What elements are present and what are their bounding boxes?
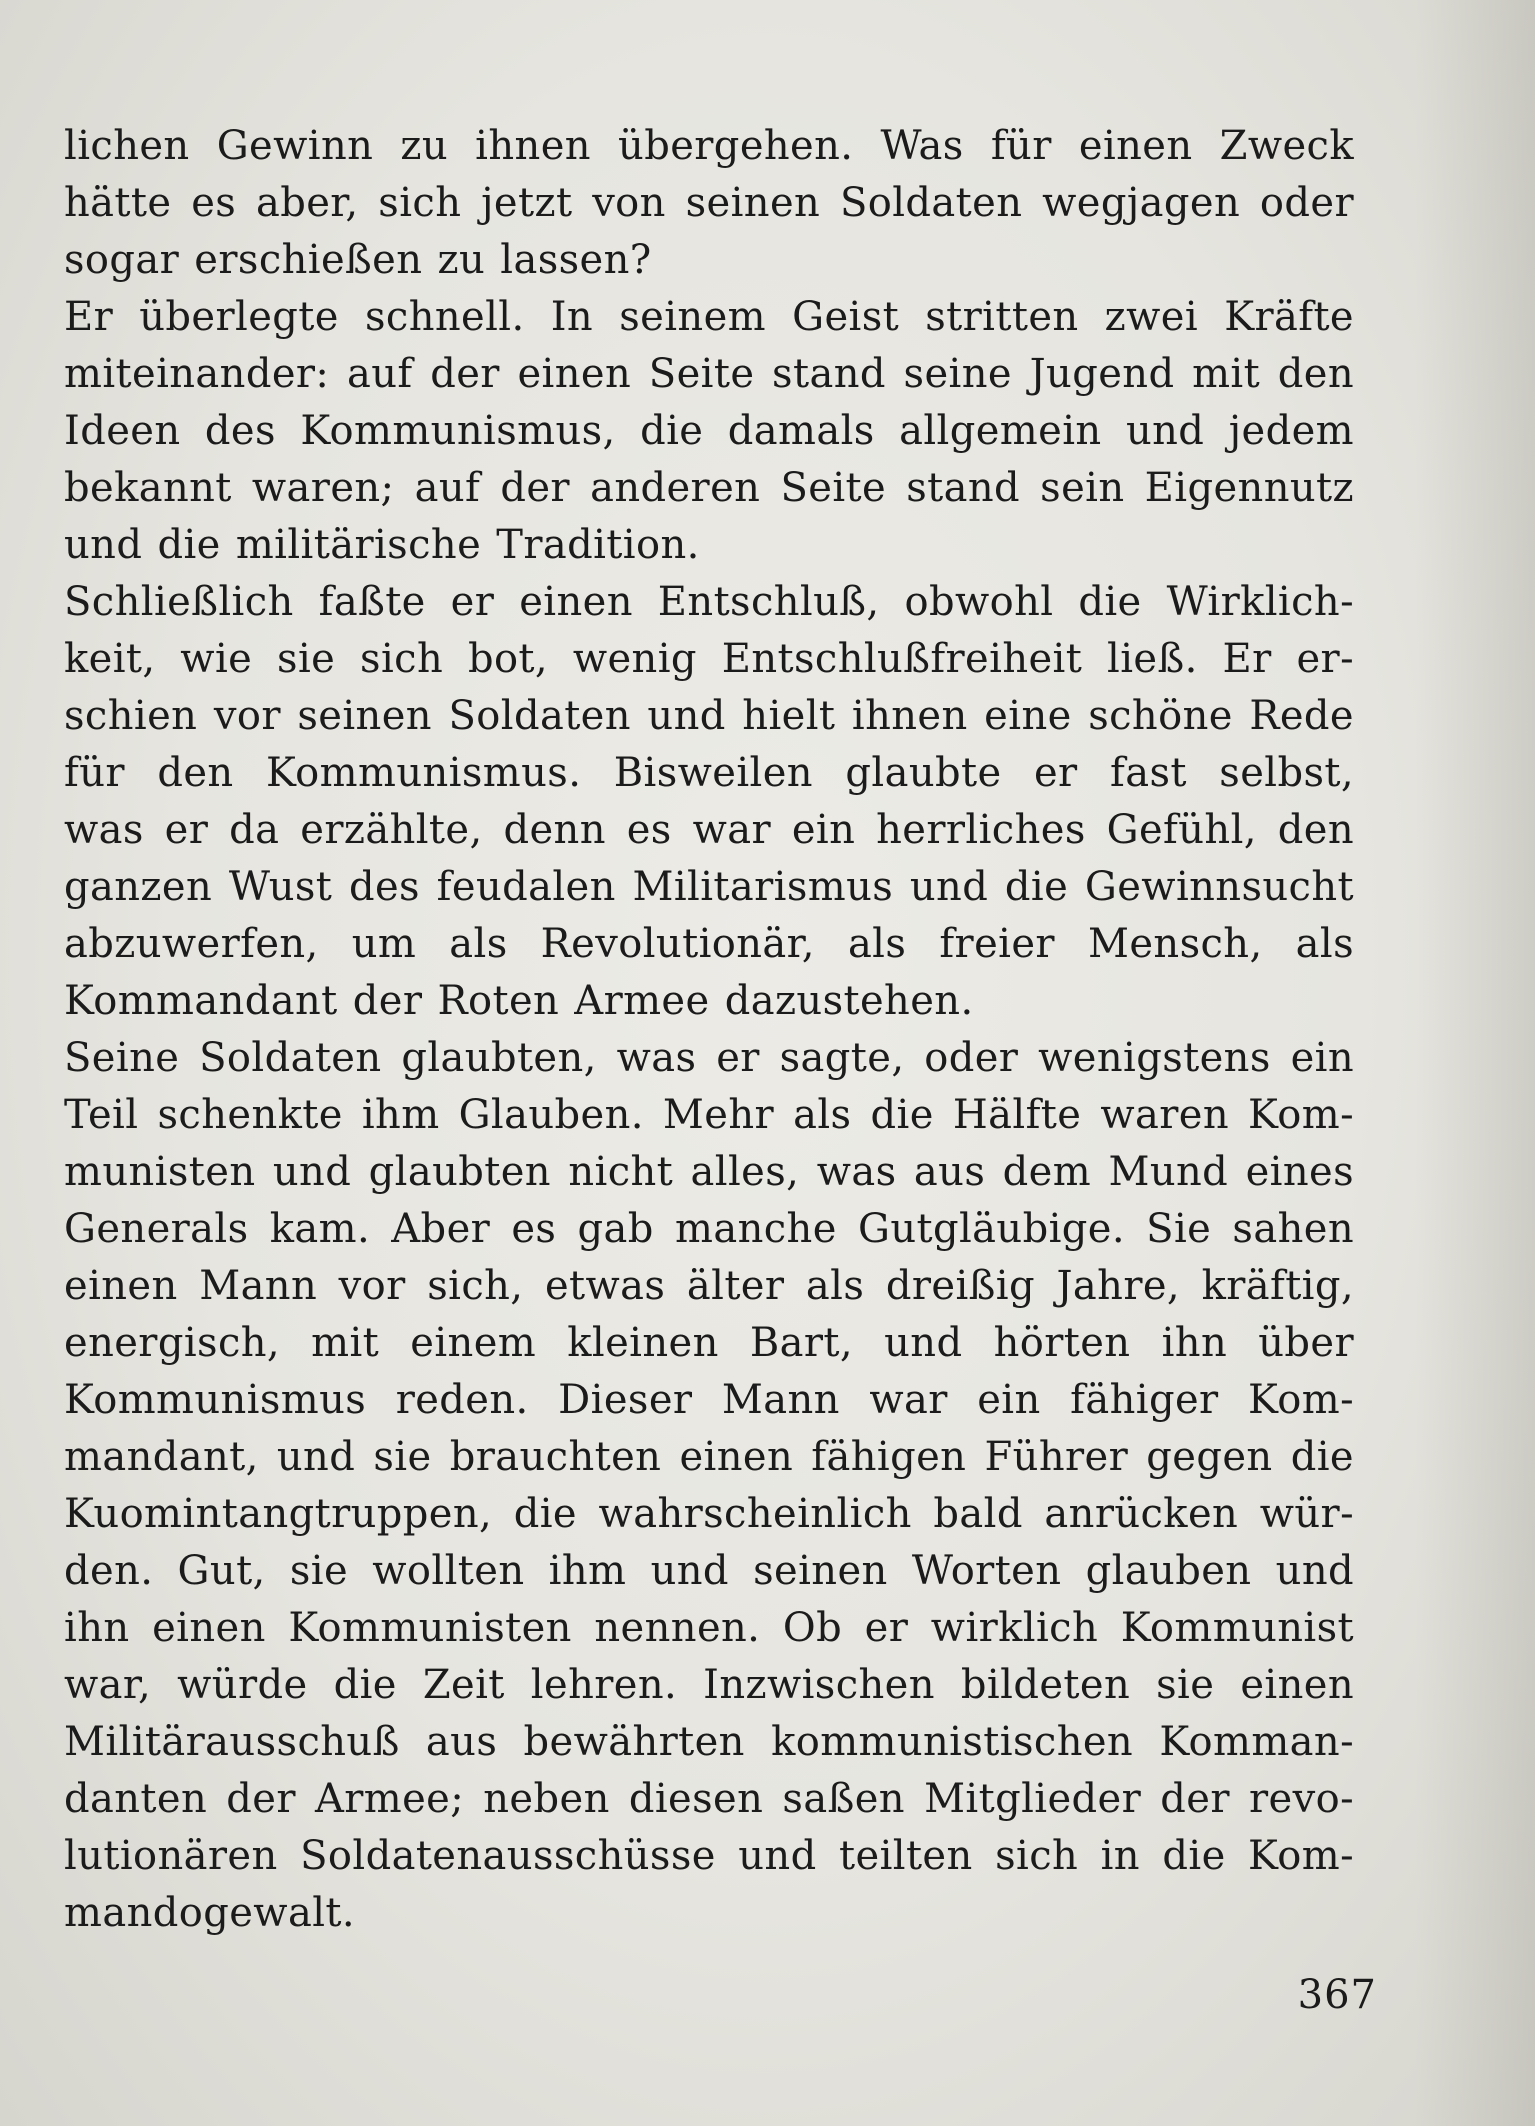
body-text bbox=[64, 118, 1354, 1942]
page-number: 367 bbox=[1297, 1972, 1377, 2018]
text-line: abzuwerfen, um als Revolutionär, als freier Mensch, als bbox=[64, 921, 1354, 967]
text-line: was er da erzählte, denn es war ein herrliches Gefühl, den bbox=[64, 807, 1354, 853]
text-line: Seine Soldaten glaubten, was er sagte, oder wenigstens ein bbox=[64, 1035, 1354, 1081]
text-line: schien vor seinen Soldaten und hielt ihnen eine schöne Rede bbox=[64, 693, 1354, 739]
text-line: Schließlich faßte er einen Entschluß, obwohl die Wirklich- bbox=[64, 579, 1354, 625]
text-line: und die militärische Tradition. bbox=[64, 522, 700, 568]
text-line: Militärausschuß aus bewährten kommunistischen Komman- bbox=[64, 1719, 1354, 1765]
text-line: mandant, und sie brauchten einen fähigen Führer gegen die bbox=[64, 1434, 1354, 1480]
text-line: Kuomintangtruppen, die wahrscheinlich bald anrücken wür- bbox=[64, 1491, 1354, 1537]
text-line: miteinander: auf der einen Seite stand seine Jugend mit den bbox=[64, 351, 1354, 397]
text-line: energisch, mit einem kleinen Bart, und hörten ihn über bbox=[64, 1320, 1354, 1366]
text-line: bekannt waren; auf der anderen Seite stand sein Eigennutz bbox=[64, 465, 1354, 511]
text-line: keit, wie sie sich bot, wenig Entschlußfreiheit ließ. Er er- bbox=[64, 636, 1354, 682]
text-line: hätte es aber, sich jetzt von seinen Soldaten wegjagen oder bbox=[64, 180, 1354, 226]
text-line: danten der Armee; neben diesen saßen Mitglieder der revo- bbox=[64, 1776, 1354, 1822]
text-line: war, würde die Zeit lehren. Inzwischen bildeten sie einen bbox=[64, 1662, 1354, 1708]
text-line: mandogewalt. bbox=[64, 1890, 355, 1936]
text-line: lutionären Soldatenausschüsse und teilten sich in die Kom- bbox=[64, 1833, 1354, 1879]
text-line: Ideen des Kommunismus, die damals allgemein und jedem bbox=[64, 408, 1354, 454]
text-line: den. Gut, sie wollten ihm und seinen Worten glauben und bbox=[64, 1548, 1354, 1594]
text-line: Kommandant der Roten Armee dazustehen. bbox=[64, 978, 974, 1024]
text-line: ihn einen Kommunisten nennen. Ob er wirklich Kommunist bbox=[64, 1605, 1354, 1651]
text-line: ganzen Wust des feudalen Militarismus und die Gewinnsucht bbox=[64, 864, 1354, 910]
text-line: Generals kam. Aber es gab manche Gutgläubige. Sie sahen bbox=[64, 1206, 1354, 1252]
text-line: Teil schenkte ihm Glauben. Mehr als die Hälfte waren Kom- bbox=[64, 1092, 1354, 1138]
text-line: lichen Gewinn zu ihnen übergehen. Was für einen Zweck bbox=[64, 123, 1354, 169]
text-line: für den Kommunismus. Bisweilen glaubte er fast selbst, bbox=[64, 750, 1354, 796]
text-line: Er überlegte schnell. In seinem Geist stritten zwei Kräfte bbox=[64, 294, 1354, 340]
text-line: sogar erschießen zu lassen? bbox=[64, 237, 652, 283]
text-line: einen Mann vor sich, etwas älter als dreißig Jahre, kräftig, bbox=[64, 1263, 1354, 1309]
text-line: munisten und glaubten nicht alles, was aus dem Mund eines bbox=[64, 1149, 1354, 1195]
text-line: Kommunismus reden. Dieser Mann war ein fähiger Kom- bbox=[64, 1377, 1354, 1423]
